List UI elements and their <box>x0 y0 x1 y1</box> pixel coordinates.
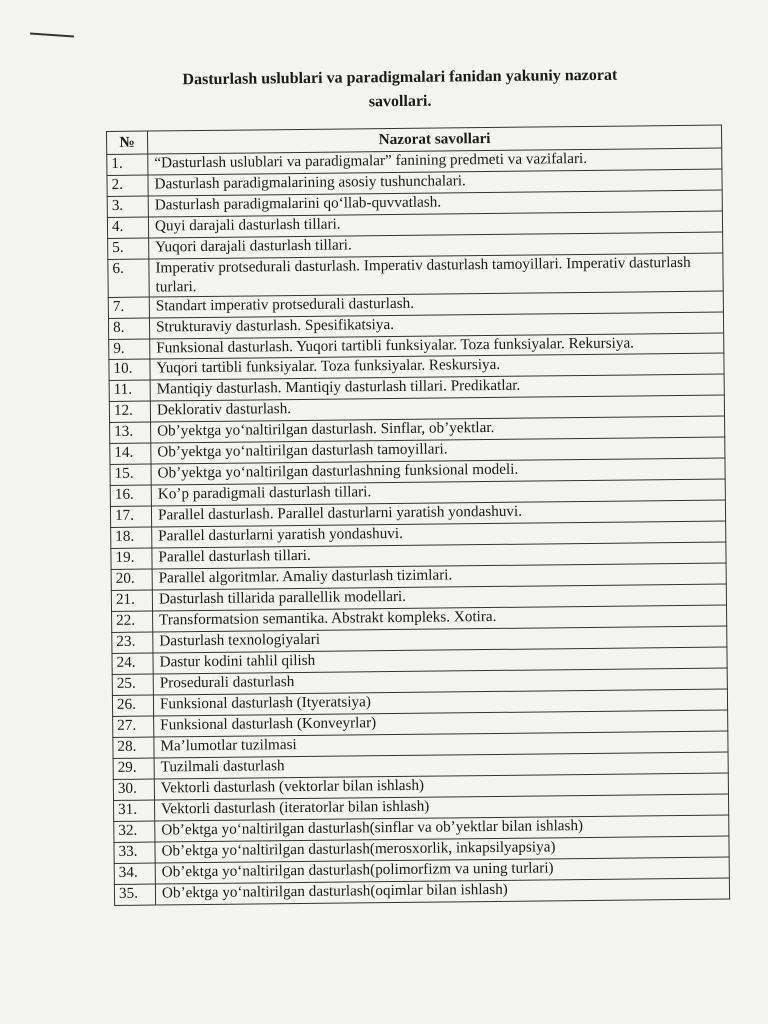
question-number: 24. <box>112 653 153 674</box>
question-text: Vektorli dasturlash (iteratorlar bilan ishlash) <box>155 794 729 821</box>
question-number: 13. <box>110 422 151 443</box>
question-number: 7. <box>108 297 149 318</box>
question-number: 11. <box>109 380 150 401</box>
question-number: 6. <box>108 259 149 298</box>
question-number: 8. <box>108 318 149 339</box>
question-number: 9. <box>109 339 150 359</box>
question-text: Dasturlash tillarida parallellik modellari. <box>152 584 726 611</box>
table-body <box>107 148 730 905</box>
question-number: 30. <box>113 779 154 800</box>
question-number: 12. <box>109 401 150 422</box>
question-number: 16. <box>110 485 151 506</box>
question-text: Mantiqiy dasturlash. Mantiqiy dasturlash tillari. Predikatlar. <box>150 374 724 401</box>
questions-table <box>106 125 730 906</box>
question-text: Ma’lumotlar tuzilmasi <box>154 731 728 758</box>
question-number: 25. <box>112 674 153 695</box>
question-text: Ob’yektga yo‘naltirilgan dasturlashning funksional modeli. <box>151 458 725 485</box>
question-number: 33. <box>114 842 155 863</box>
document-title <box>120 63 680 117</box>
question-text: Standart imperativ protsedurali dasturlash. <box>149 291 723 318</box>
question-number: 2. <box>107 175 148 196</box>
question-number: 22. <box>112 611 153 632</box>
question-number: 28. <box>113 737 154 758</box>
header-number: № <box>107 131 148 154</box>
question-text: Transformatsion semantika. Abstrakt kompleks. Xotira. <box>153 605 727 632</box>
question-text: Ko’p paradigmali dasturlash tillari. <box>151 479 725 506</box>
question-number: 10. <box>109 359 150 380</box>
question-number: 18. <box>111 527 152 548</box>
question-text: Ob’ektga yo‘naltirilgan dasturlash(polimorfizm va uning turlari) <box>155 857 729 884</box>
title-line-1: Dasturlash uslublari va paradigmalari fanidan yakuniy nazorat <box>182 66 618 89</box>
question-text: Strukturaviy dasturlash. Spesifikatsiya. <box>149 312 723 339</box>
question-text: Tuzilmali dasturlash <box>154 752 728 779</box>
question-number: 34. <box>114 863 155 884</box>
question-number: 15. <box>110 464 151 485</box>
question-number: 1. <box>107 154 148 175</box>
question-text: Deklorativ dasturlash. <box>150 395 724 422</box>
question-number: 4. <box>107 217 148 238</box>
question-number: 23. <box>112 632 153 653</box>
pen-mark <box>30 32 74 37</box>
question-text: Funksional dasturlash. Yuqori tartibli funksiyalar. Toza funksiyalar. Rekursiya. <box>150 333 724 359</box>
question-number: 32. <box>114 821 155 842</box>
question-number: 20. <box>111 569 152 590</box>
question-number: 35. <box>114 884 155 905</box>
question-text: Funksional dasturlash (Konveyrlar) <box>154 710 728 737</box>
question-text: Dastur kodini tahlil qilish <box>153 647 727 674</box>
title-line-2: savollari. <box>368 92 432 111</box>
question-text: Parallel dasturlash. Parallel dasturlarni yaratish yondashuvi. <box>151 500 725 527</box>
question-text: Ob’ektga yo‘naltirilgan dasturlash(sinflar va ob’yektlar bilan ishlash) <box>155 815 729 842</box>
question-text: Prosedurali dasturlash <box>153 668 727 695</box>
question-text: Dasturlash paradigmalarining asosiy tushunchalari. <box>148 169 722 196</box>
question-text: Parallel dasturlarni yaratish yondashuvi. <box>152 521 726 548</box>
question-text: Parallel algoritmlar. Amaliy dasturlash tizimlari. <box>152 563 726 590</box>
question-number: 26. <box>112 695 153 716</box>
question-text: Ob’ektga yo‘naltirilgan dasturlash(merosxorlik, inkapsilyapsiya) <box>155 836 729 863</box>
table-row <box>108 253 723 298</box>
question-number: 5. <box>108 238 149 259</box>
question-text: Ob’yektga yo‘naltirilgan dasturlash tamoyillari. <box>151 437 725 464</box>
question-text: Dasturlash texnologiyalari <box>153 626 727 653</box>
question-number: 29. <box>113 758 154 779</box>
question-text: Vektorli dasturlash (vektorlar bilan ishlash) <box>154 773 728 800</box>
question-text: Funksional dasturlash (Ityeratsiya) <box>153 689 727 716</box>
question-number: 19. <box>111 548 152 569</box>
question-number: 3. <box>107 196 148 217</box>
question-number: 31. <box>114 800 155 821</box>
question-number: 14. <box>110 443 151 464</box>
question-text: Ob’yektga yo‘naltirilgan dasturlash. Sinflar, ob’yektlar. <box>151 416 725 443</box>
question-text: Imperativ protsedurali dasturlash. Imperativ dasturlash tamoyillari. Imperativ dasturlash turlari. <box>149 253 723 297</box>
question-text: Ob’ektga yo‘naltirilgan dasturlash(oqimlar bilan ishlash) <box>155 878 729 905</box>
question-text: Parallel dasturlash tillari. <box>152 542 726 569</box>
question-number: 27. <box>113 716 154 737</box>
question-text: Yuqori darajali dasturlash tillari. <box>149 232 723 259</box>
question-number: 21. <box>111 590 152 611</box>
question-text: Yuqori tartibli funksiyalar. Toza funksiyalar. Reskursiya. <box>150 353 724 380</box>
question-text: “Dasturlash uslublari va paradigmalar” fanining predmeti va vazifalari. <box>148 148 722 175</box>
header-questions: Nazorat savollari <box>148 125 722 154</box>
question-text: Dasturlash paradigmalarini qo‘llab-quvvatlash. <box>148 190 722 217</box>
question-number: 17. <box>110 506 151 527</box>
question-text: Quyi darajali dasturlash tillari. <box>148 211 722 238</box>
